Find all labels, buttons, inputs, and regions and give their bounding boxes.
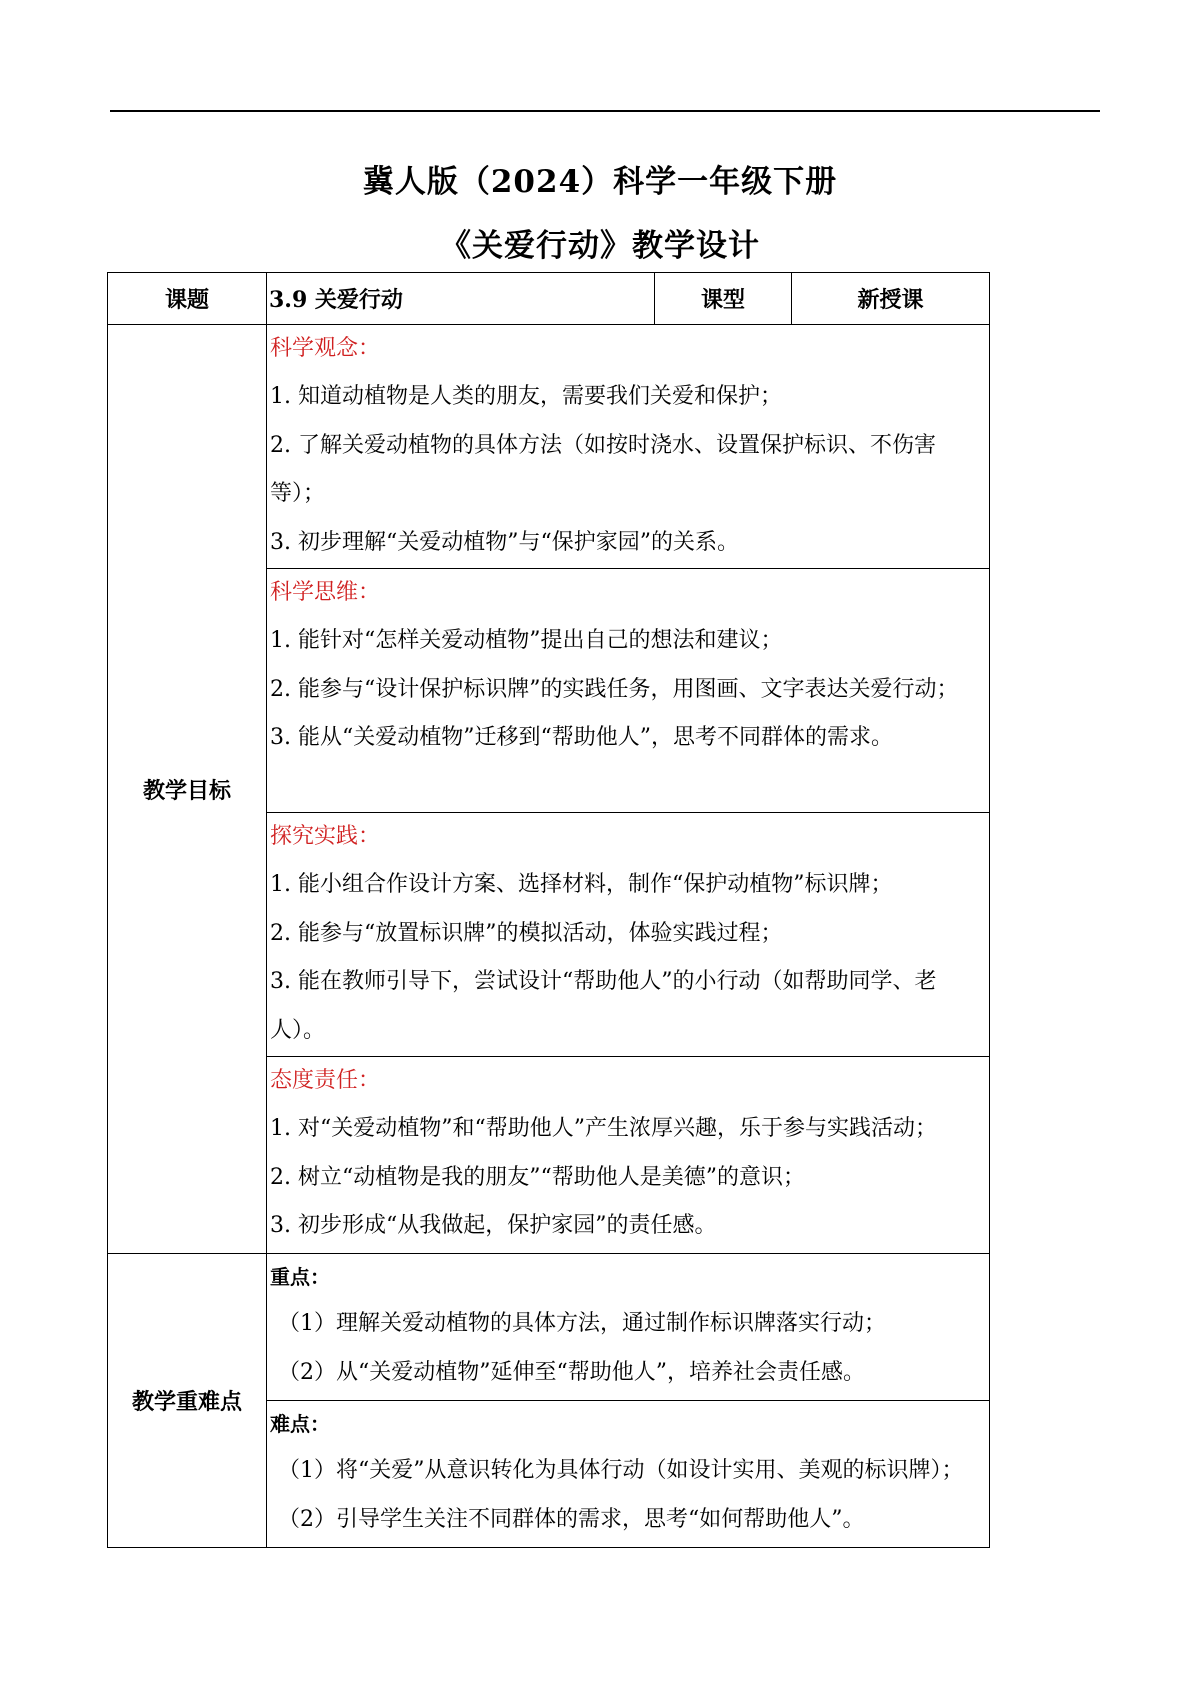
section-attitude-responsibility bbox=[267, 1057, 990, 1254]
section-science-concept bbox=[267, 325, 990, 569]
list-item: （1）将“关爱”从意识转化为具体行动（如设计实用、美观的标识牌）； bbox=[278, 1458, 964, 1483]
list-item: 1. 知道动植物是人类的朋友，需要我们关爱和保护； bbox=[270, 384, 782, 409]
list-item: 1. 能小组合作设计方案、选择材料，制作“保护动植物”标识牌； bbox=[270, 872, 893, 897]
objectives-label: 教学目标 bbox=[108, 325, 267, 1254]
list-item: 3. 能从“关爱动植物”迁移到“帮助他人”，思考不同群体的需求。 bbox=[270, 725, 893, 750]
list-item: 3. 初步形成“从我做起，保护家园”的责任感。 bbox=[270, 1213, 717, 1238]
section-title: 探究实践： bbox=[270, 824, 381, 849]
document-subtitle: 《关爱行动》教学设计 bbox=[440, 228, 760, 264]
list-item: 2. 了解关爱动植物的具体方法（如按时浇水、设置保护标识、不伤害等）； bbox=[270, 432, 936, 506]
table-header-row bbox=[108, 273, 990, 325]
list-item: （2）引导学生关注不同群体的需求，思考“如何帮助他人”。 bbox=[278, 1506, 865, 1532]
type-label: 课型 bbox=[655, 273, 792, 325]
lesson-plan-table bbox=[107, 272, 990, 1548]
objectives-row-concept bbox=[108, 325, 990, 569]
type-value: 新授课 bbox=[792, 273, 990, 325]
list-item: 2. 能参与“放置标识牌”的模拟活动，体验实践过程； bbox=[270, 920, 783, 946]
section-focus bbox=[267, 1254, 990, 1401]
topic-label: 课题 bbox=[108, 273, 267, 325]
section-title: 科学观念： bbox=[270, 336, 381, 361]
header-rule bbox=[110, 110, 1100, 112]
list-item: 3. 初步理解“关爱动植物”与“保护家园”的关系。 bbox=[270, 529, 739, 555]
section-title: 科学思维： bbox=[270, 580, 381, 605]
section-title: 态度责任： bbox=[270, 1068, 381, 1093]
list-item: 3. 能在教师引导下，尝试设计“帮助他人”的小行动（如帮助同学、老人）。 bbox=[270, 969, 937, 1043]
list-item: 1. 能针对“怎样关爱动植物”提出自己的想法和建议； bbox=[270, 628, 783, 653]
list-item: （2）从“关爱动植物”延伸至“帮助他人”，培养社会责任感。 bbox=[278, 1359, 865, 1385]
list-item: 2. 树立“动植物是我的朋友”“帮助他人是美德”的意识； bbox=[270, 1164, 805, 1190]
list-item: （1）理解关爱动植物的具体方法，通过制作标识牌落实行动； bbox=[278, 1311, 886, 1336]
section-science-thinking bbox=[267, 569, 990, 813]
difficulty-title: 难点： bbox=[270, 1412, 330, 1436]
section-difficulty bbox=[267, 1401, 990, 1548]
list-item: 1. 对“关爱动植物”和“帮助他人”产生浓厚兴趣，乐于参与实践活动； bbox=[270, 1116, 937, 1141]
keypoints-label: 教学重难点 bbox=[108, 1254, 267, 1548]
document-title: 冀人版（2024）科学一年级下册 bbox=[362, 164, 838, 200]
topic-value: 3.9 关爱行动 bbox=[267, 273, 655, 325]
section-inquiry-practice bbox=[267, 813, 990, 1057]
list-item: 2. 能参与“设计保护标识牌”的实践任务，用图画、文字表达关爱行动； bbox=[270, 676, 959, 702]
focus-title: 重点： bbox=[270, 1265, 330, 1289]
keypoints-row-focus bbox=[108, 1254, 990, 1401]
